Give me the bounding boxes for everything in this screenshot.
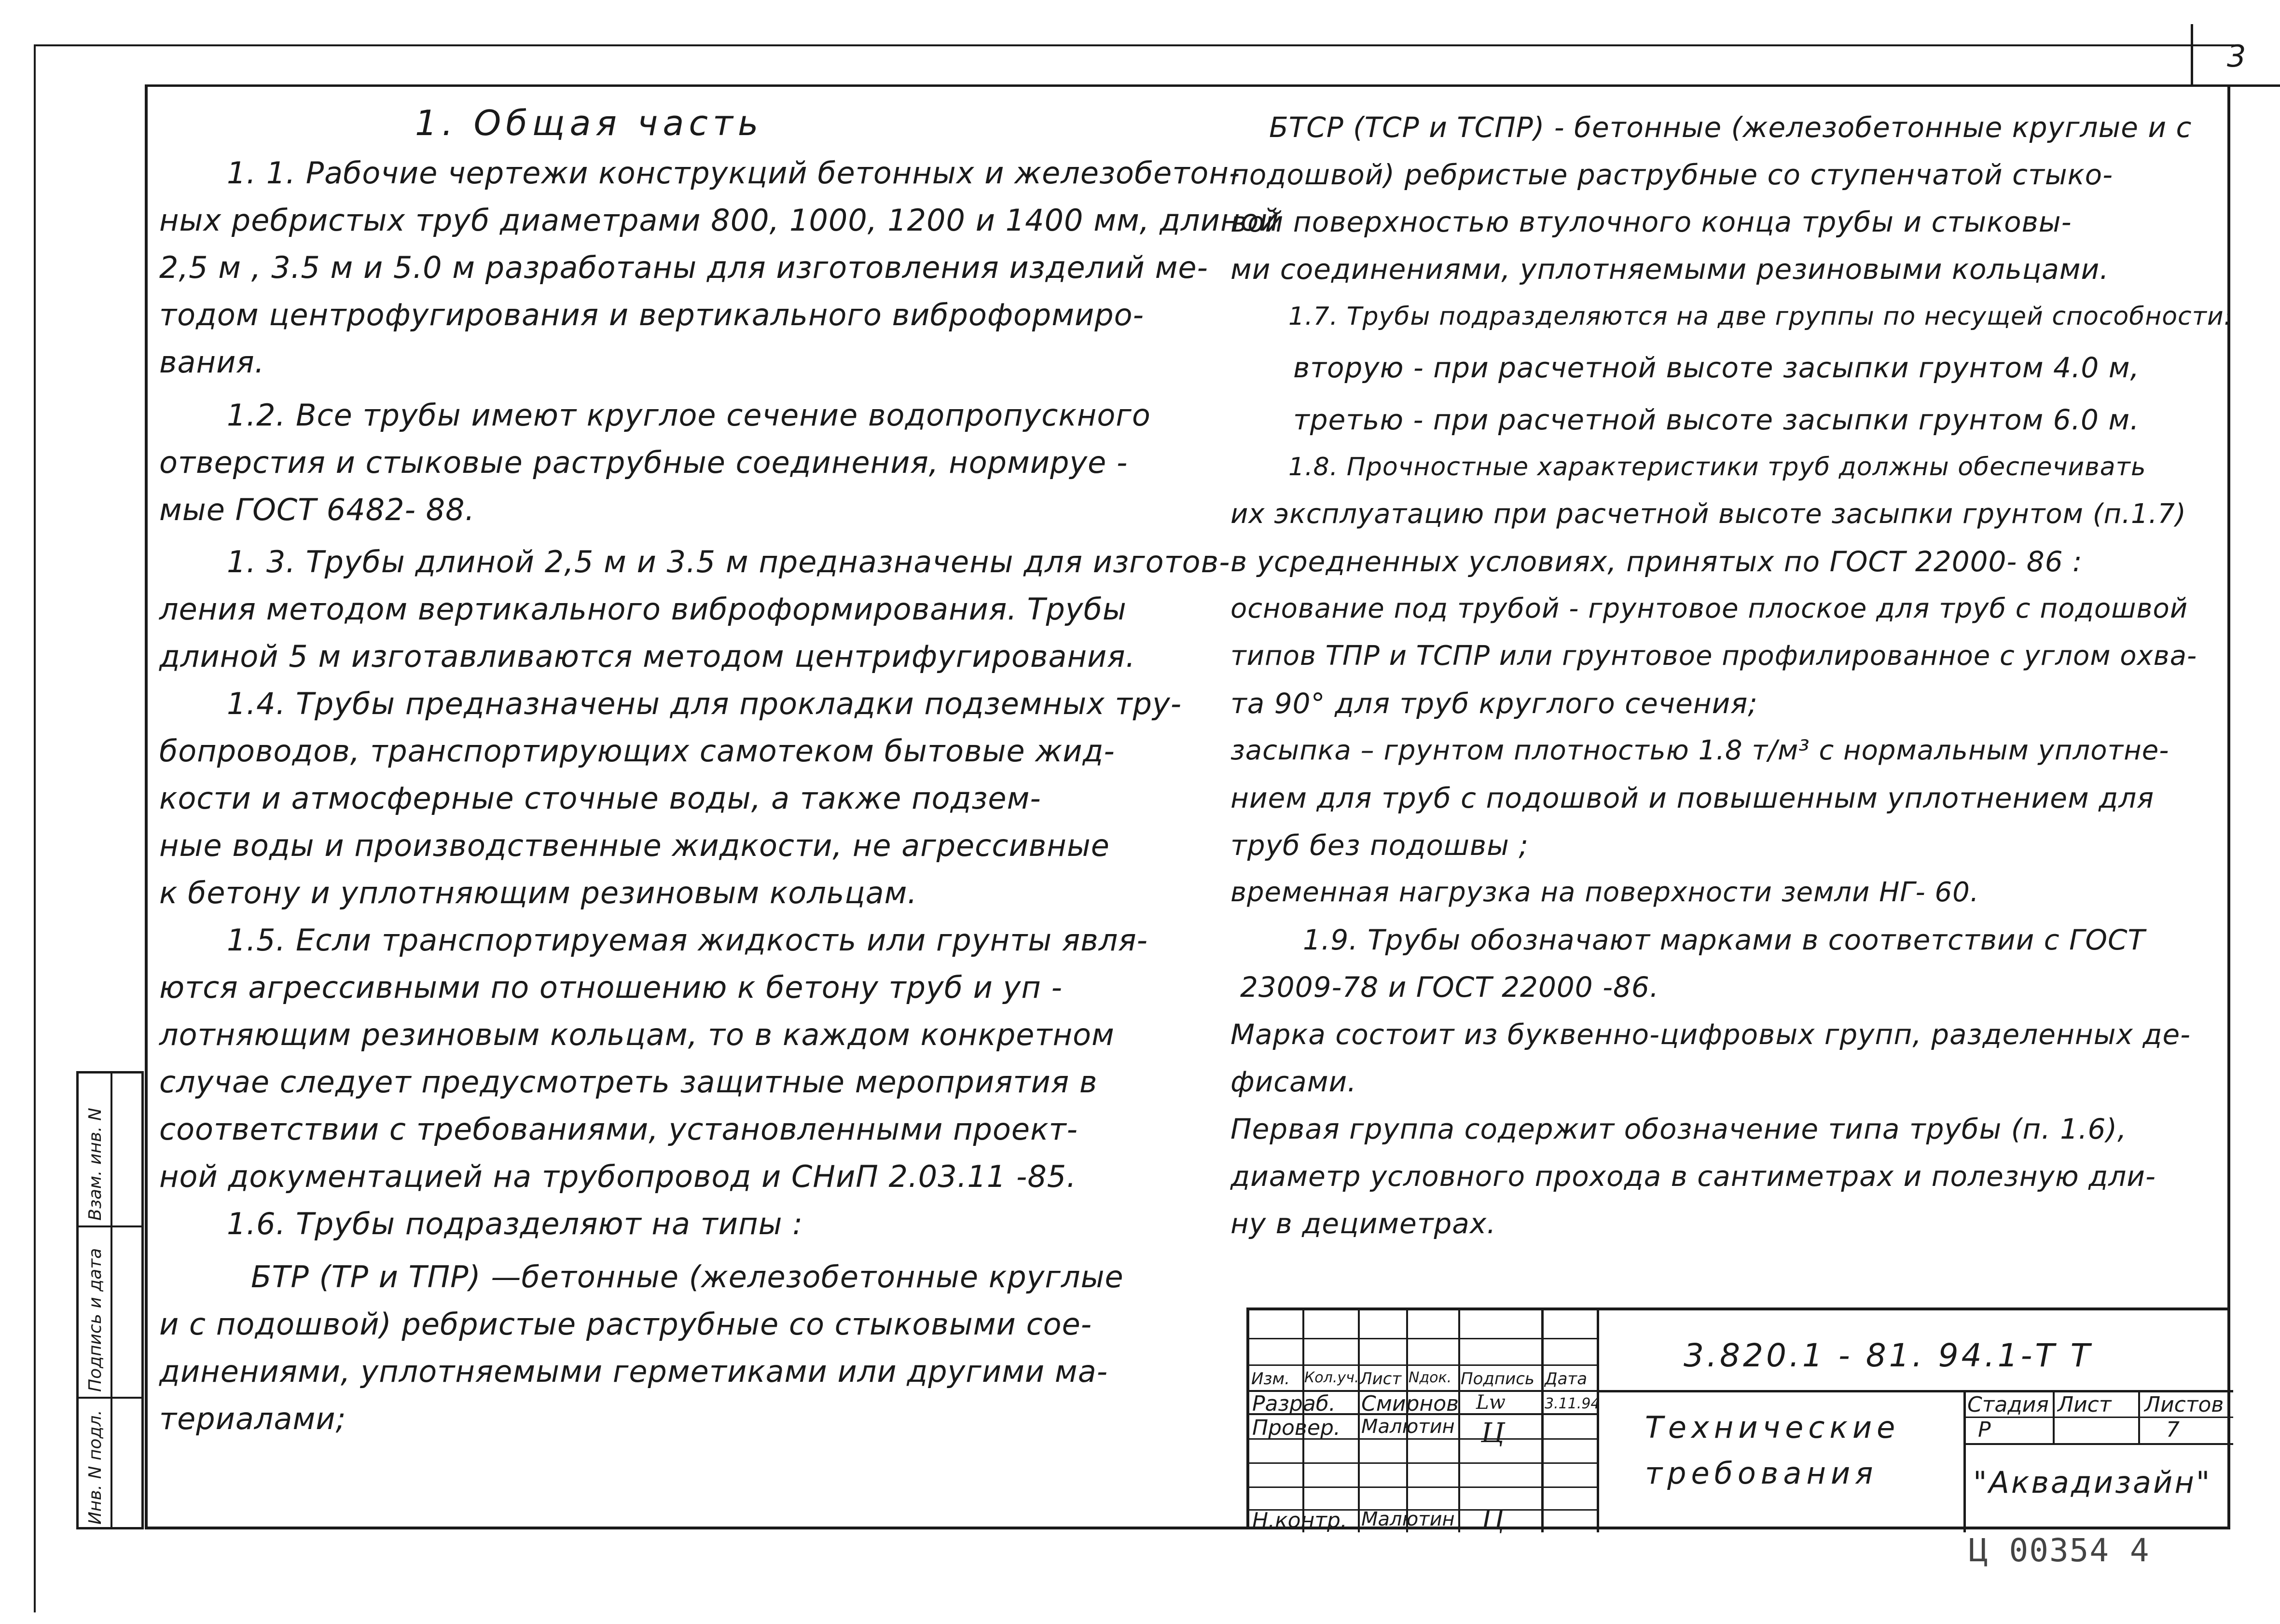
page-number: 3 xyxy=(2227,39,2246,74)
text-line: 2,5 м , 3.5 м и 5.0 м разработаны для изготовления изделий ме- xyxy=(159,250,1208,285)
text-line: мые ГОСТ 6482- 88. xyxy=(159,492,475,527)
tb-sheet-label: Лист xyxy=(2058,1392,2112,1417)
document-code: 3.820.1 - 81. 94.1-Т Т xyxy=(1684,1337,2093,1374)
tb-sheets-value: 7 xyxy=(2166,1418,2180,1442)
tb-line xyxy=(1249,1462,1597,1464)
text-line: ные воды и производственные жидкости, не агрессивные xyxy=(159,828,1110,863)
text-line: ну в дециметрах. xyxy=(1230,1207,1496,1240)
text-line: подошвой) ребристые раструбные со ступенчатой стыко- xyxy=(1230,158,2114,191)
text-line: БТР (ТР и ТПР) —бетонные (железобетонные круглые xyxy=(251,1259,1124,1294)
tb-date-razrab: 3.11.94 xyxy=(1545,1395,1600,1412)
text-line: засыпка – грунтом плотностью 1.8 т/м³ с нормальным уплотне- xyxy=(1230,735,2169,766)
tb-line xyxy=(1458,1310,1460,1532)
text-line: 1.8. Прочностные характеристики труб должны обеспечивать xyxy=(1288,453,2146,482)
tb-header-izm: Изм. xyxy=(1251,1369,1290,1389)
tb-line xyxy=(1249,1364,1597,1366)
text-line: динениями, уплотняемыми герметиками или другими ма- xyxy=(159,1354,1108,1389)
title-block xyxy=(1246,1307,2230,1536)
section-heading: 1. Общая часть xyxy=(415,103,763,143)
text-line: ной документацией на трубопровод и СНиП 2.03.11 -85. xyxy=(159,1159,1077,1194)
side-label-vzam-inv: Взам. инв. N xyxy=(85,1108,105,1221)
tb-header-data: Дата xyxy=(1545,1369,1588,1389)
tb-role-prover: Провер. xyxy=(1252,1416,1340,1440)
text-line: в усредненных условиях, принятых по ГОСТ 22000- 86 : xyxy=(1230,545,2083,578)
text-line: случае следует предусмотреть защитные мероприятия в xyxy=(159,1064,1098,1100)
tb-line xyxy=(1358,1310,1360,1532)
tb-header-kol-uch: Кол.уч. xyxy=(1304,1369,1359,1386)
right-text-column xyxy=(1230,104,2233,1247)
tb-line xyxy=(2138,1390,2140,1444)
text-line: к бетону и уплотняющим резиновым кольцам. xyxy=(159,875,918,910)
text-line: типов ТПР и ТСПР или грунтовое профилированное с углом охва- xyxy=(1230,640,2197,672)
text-line: длиной 5 м изготавливаются методом центрифугирования. xyxy=(159,639,1136,674)
tb-header-ndok: Nдок. xyxy=(1409,1369,1452,1386)
tb-line xyxy=(1597,1310,1599,1532)
signature-razrab: Lw xyxy=(1476,1391,1506,1414)
archive-number: Ц 00354 4 xyxy=(1969,1532,2150,1569)
top-margin-line xyxy=(34,44,2234,46)
text-line: отверстия и стыковые раструбные соединения, нормируе - xyxy=(159,445,1128,480)
text-line: кости и атмосферные сточные воды, а также подзем- xyxy=(159,781,1041,816)
text-line: 1. 3. Трубы длиной 2,5 м и 3.5 м предназначены для изготов- xyxy=(227,544,1230,579)
text-line: временная нагрузка на поверхности земли НГ- 60. xyxy=(1230,877,1979,908)
text-line: 1.2. Все трубы имеют круглое сечение водопропускного xyxy=(227,398,1151,433)
text-line: лотняющим резиновым кольцам, то в каждом конкретном xyxy=(159,1017,1115,1052)
tb-line xyxy=(1249,1486,1597,1488)
tb-line xyxy=(1963,1443,2233,1445)
text-line: ются агрессивными по отношению к бетону труб и уп - xyxy=(159,970,1063,1005)
text-line: тодом центрофугирования и вертикального виброформиро- xyxy=(159,297,1144,332)
side-label-inv-podl: Инв. N подл. xyxy=(85,1410,105,1525)
document-name-line1: Технические xyxy=(1645,1410,1900,1445)
text-line: ления методом вертикального виброформирования. Трубы xyxy=(159,592,1127,627)
page-number-box xyxy=(2191,24,2280,87)
document-name-line2: требования xyxy=(1645,1456,1878,1491)
tb-sheets-label: Листов xyxy=(2144,1392,2224,1417)
text-line: Первая группа содержит обозначение типа трубы (п. 1.6), xyxy=(1230,1113,2127,1145)
left-text-column xyxy=(159,96,1279,1443)
text-line: Марка состоит из буквенно-цифровых групп, разделенных де- xyxy=(1230,1018,2191,1051)
text-line: третью - при расчетной высоте засыпки грунтом 6.0 м. xyxy=(1293,403,2140,436)
tb-header-list: Лист xyxy=(1360,1369,1402,1389)
text-line: фисами. xyxy=(1230,1065,1357,1098)
text-line: нием для труб с подошвой и повышенным уплотнением для xyxy=(1230,782,2155,814)
text-line: 1.4. Трубы предназначены для прокладки подземных тру- xyxy=(227,686,1182,721)
text-line: териалами; xyxy=(159,1401,346,1436)
tb-role-nkontr: Н.контр. xyxy=(1252,1508,1347,1533)
text-line: вания. xyxy=(159,344,265,380)
text-line: ных ребристых труб диаметрами 800, 1000, 1200 и 1400 мм, длиной xyxy=(159,203,1279,238)
text-line: 1.9. Трубы обозначают марками в соответствии с ГОСТ xyxy=(1303,923,2145,956)
side-stamp xyxy=(76,1071,144,1529)
side-stamp-divider xyxy=(79,1397,141,1399)
left-margin-line xyxy=(34,44,36,1612)
text-line: основание под трубой - грунтовое плоское для труб с подошвой xyxy=(1230,593,2188,624)
text-line: 1.6. Трубы подразделяют на типы : xyxy=(227,1206,803,1241)
text-line: бопроводов, транспортирующих самотеком бытовые жид- xyxy=(159,733,1115,769)
text-line: БТСР (ТСР и ТСПР) - бетонные (железобетонные круглые и с xyxy=(1269,111,2192,144)
tb-line xyxy=(1249,1338,1597,1339)
tb-line xyxy=(1963,1390,1966,1532)
side-stamp-divider xyxy=(79,1225,141,1227)
signature-prover: Ц xyxy=(1481,1418,1505,1449)
tb-stage-value: Р xyxy=(1978,1418,1991,1442)
tb-name-nkontr: Малютин xyxy=(1361,1508,1455,1530)
side-label-podpis-data: Подпись и дата xyxy=(85,1248,105,1392)
organization-name: "Аквадизайн" xyxy=(1973,1465,2212,1500)
signature-nkontr: Ц xyxy=(1481,1504,1505,1536)
tb-stage-label: Стадия xyxy=(1967,1392,2049,1417)
text-line: труб без подошвы ; xyxy=(1230,829,1529,862)
text-line: соответствии с требованиями, установленными проект- xyxy=(159,1112,1078,1147)
text-line: 23009-78 и ГОСТ 22000 -86. xyxy=(1240,971,1659,1004)
text-line: диаметр условного прохода в сантиметрах и полезную дли- xyxy=(1230,1160,2156,1193)
tb-name-prover: Малютин xyxy=(1361,1416,1455,1438)
text-line: 1. 1. Рабочие чертежи конструкций бетонных и железобетон- xyxy=(227,155,1241,191)
text-line: та 90° для труб круглого сечения; xyxy=(1230,687,1758,720)
tb-line xyxy=(1541,1310,1544,1532)
text-line: 1.7. Трубы подразделяются на две группы по несущей способности: xyxy=(1288,302,2233,331)
tb-header-podpis: Подпись xyxy=(1461,1369,1534,1389)
tb-role-razrab: Разраб. xyxy=(1252,1391,1336,1416)
text-line: их эксплуатацию при расчетной высоте засыпки грунтом (п.1.7) xyxy=(1230,498,2186,530)
text-line: вой поверхностью втулочного конца трубы и стыковы- xyxy=(1230,206,2072,238)
tb-line xyxy=(2053,1390,2055,1444)
tb-name-razrab: Смирнов xyxy=(1361,1391,1459,1416)
text-line: ми соединениями, уплотняемыми резиновыми кольцами. xyxy=(1230,253,2109,286)
text-line: и с подошвой) ребристые раструбные со стыковыми сое- xyxy=(159,1307,1092,1342)
text-line: 1.5. Если транспортируемая жидкость или грунты явля- xyxy=(227,922,1148,958)
text-line: вторую - при расчетной высоте засыпки грунтом 4.0 м, xyxy=(1293,351,2140,384)
